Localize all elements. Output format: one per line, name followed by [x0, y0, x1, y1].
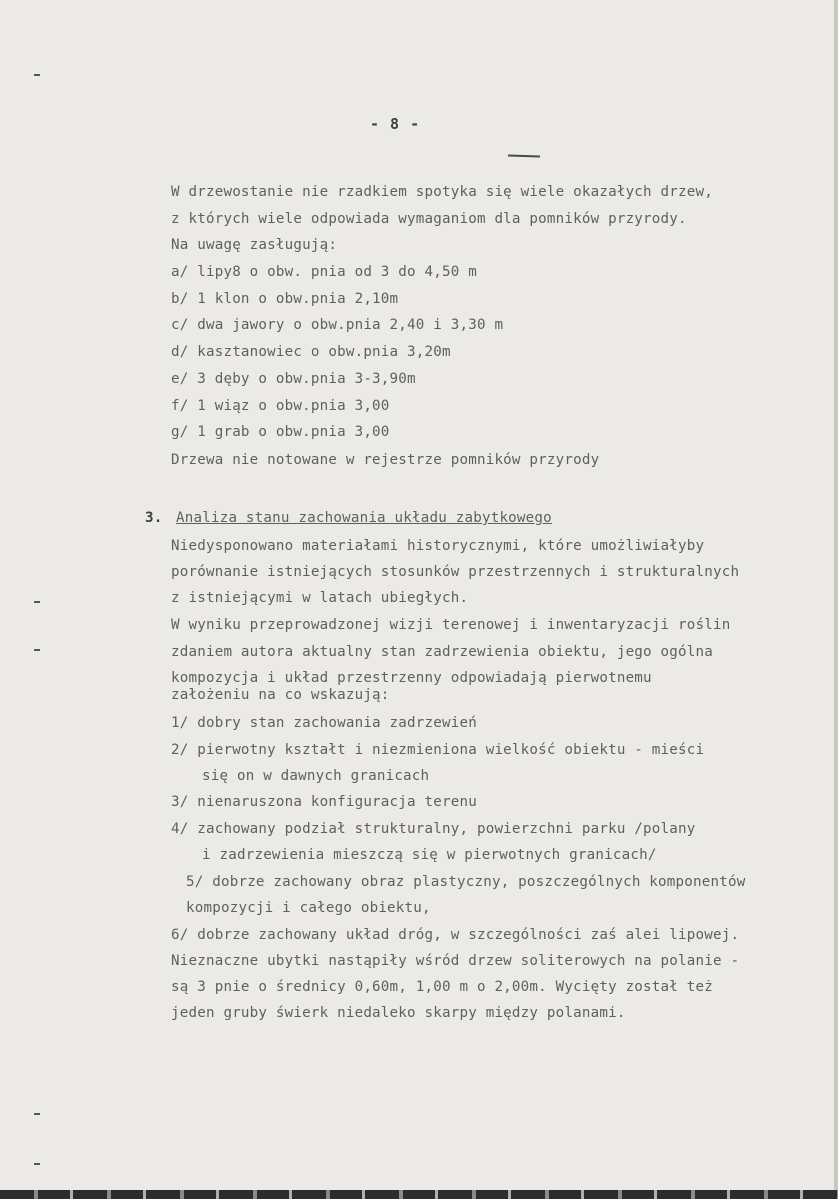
text-line: z istniejącymi w latach ubiegłych.	[171, 590, 469, 606]
margin-mark	[34, 601, 40, 603]
list-item: 2/ pierwotny kształt i niezmieniona wielkość obiektu - mieści	[171, 742, 705, 758]
text-line: Niedysponowano materiałami historycznymi, które umożliwiałyby	[171, 538, 705, 554]
text-line: kompozycja i układ przestrzenny odpowiadają pierwotnemu	[171, 670, 652, 686]
text-line: Nieznaczne ubytki nastąpiły wśród drzew soliterowych na polanie -	[171, 953, 740, 969]
text-line: W drzewostanie nie rzadkiem spotyka się wiele okazałych drzew,	[171, 184, 713, 200]
text-line: założeniu na co wskazują:	[171, 687, 390, 703]
text-line: Drzewa nie notowane w rejestrze pomników przyrody	[171, 452, 600, 468]
list-item: 1/ dobry stan zachowania zadrzewień	[171, 715, 477, 731]
text-line: porównanie istniejących stosunków przestrzennych i strukturalnych	[171, 564, 740, 580]
text-line: jeden gruby świerk niedaleko skarpy między polanami.	[171, 1005, 626, 1021]
page-number: - 8 -	[370, 115, 421, 133]
list-item-continuation: się on w dawnych granicach	[202, 768, 430, 784]
text-line: Na uwagę zasługują:	[171, 237, 338, 253]
margin-mark	[34, 649, 40, 651]
list-item-continuation: kompozycji i całego obiektu,	[186, 900, 431, 916]
text-line: W wyniku przeprowadzonej wizji terenowej i inwentaryzacji roślin	[171, 617, 731, 633]
text-line: są 3 pnie o średnicy 0,60m, 1,00 m o 2,00m. Wycięty został też	[171, 979, 713, 995]
scan-bottom-edge	[0, 1190, 838, 1199]
list-item: e/ 3 dęby o obw.pnia 3-3,90m	[171, 371, 416, 387]
list-item: c/ dwa jawory o obw.pnia 2,40 i 3,30 m	[171, 317, 504, 333]
list-item: d/ kasztanowiec o obw.pnia 3,20m	[171, 344, 451, 360]
margin-mark	[34, 74, 40, 76]
page-edge	[834, 0, 838, 1199]
list-item: 3/ nienaruszona konfiguracja terenu	[171, 794, 477, 810]
list-item: f/ 1 wiąz o obw.pnia 3,00	[171, 398, 390, 414]
section-heading: Analiza stanu zachowania układu zabytkowego	[176, 510, 552, 526]
list-item: 6/ dobrze zachowany układ dróg, w szczególności zaś alei lipowej.	[171, 927, 740, 943]
pencil-mark	[508, 154, 540, 157]
margin-mark	[34, 1163, 40, 1165]
section-number: 3.	[145, 510, 163, 526]
text-line: z których wiele odpowiada wymaganiom dla pomników przyrody.	[171, 211, 687, 227]
list-item: 4/ zachowany podział strukturalny, powierzchni parku /polany	[171, 821, 696, 837]
text-line: zdaniem autora aktualny stan zadrzewienia obiektu, jego ogólna	[171, 644, 713, 660]
list-item: b/ 1 klon o obw.pnia 2,10m	[171, 291, 399, 307]
list-item: a/ lipy8 o obw. pnia od 3 do 4,50 m	[171, 264, 477, 280]
list-item-continuation: i zadrzewienia mieszczą się w pierwotnych granicach/	[202, 847, 657, 863]
list-item: g/ 1 grab o obw.pnia 3,00	[171, 424, 390, 440]
list-item: 5/ dobrze zachowany obraz plastyczny, poszczególnych komponentów	[186, 874, 746, 890]
margin-mark	[34, 1113, 40, 1115]
